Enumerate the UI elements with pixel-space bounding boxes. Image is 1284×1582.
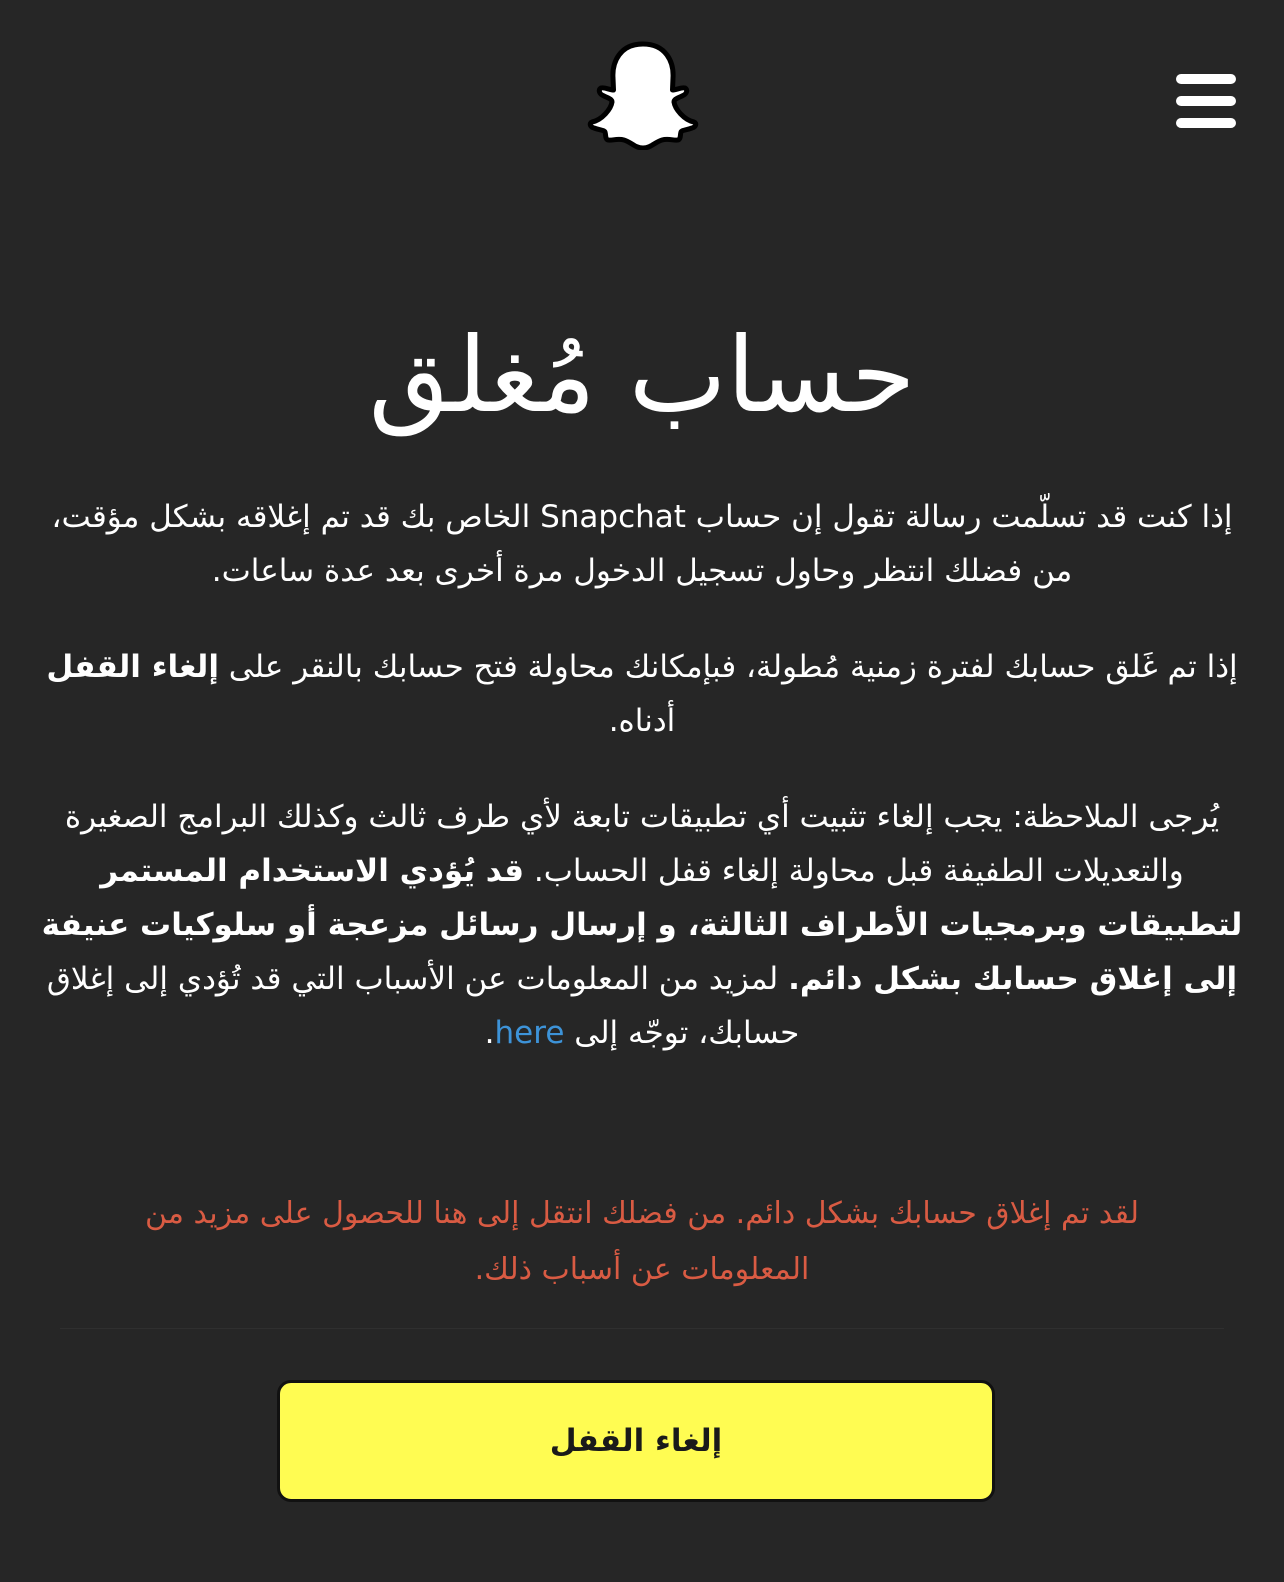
unlock-emphasis: إلغاء القفل: [46, 649, 219, 685]
paragraph-unlock-instructions: [40, 640, 1244, 748]
permanent-lock-notice: لقد تم إغلاق حسابك بشكل دائم. من فضلك انتقل إلى هنا للحصول على مزيد من المعلومات عن أسباب ذلك.: [145, 1196, 1139, 1287]
paragraph-temporary-lock: إذا كنت قد تسلّمت رسالة تقول إن حساب Snapchat الخاص بك قد تم إغلاقه بشكل مؤقت، من فضلك انتظر وحاول تسجيل الدخول مرة أخرى بعد عدة ساعات.: [51, 499, 1233, 589]
hamburger-menu-icon: [1176, 74, 1236, 84]
here-link[interactable]: here: [494, 1015, 565, 1051]
page-title: حساب مُغلق: [368, 314, 916, 436]
paragraph-text: يُرجى الملاحظة: يجب إلغاء تثبيت أي تطبيقات تابعة لأي طرف ثالث وكذلك البرامج الصغيرة والتعديلات الطفيفة قبل محاولة إلغاء قفل الحساب.: [64, 799, 1220, 889]
header: [0, 0, 1284, 160]
divider: [60, 1328, 1224, 1329]
hamburger-menu-icon: [1176, 118, 1236, 128]
main-content: [40, 300, 1244, 1102]
hamburger-menu-button[interactable]: [1176, 72, 1240, 130]
hamburger-menu-icon: [1176, 96, 1236, 106]
paragraph-text: أدناه.: [608, 703, 676, 739]
warning-emphasis: قد يُؤدي الاستخدام المستمر لتطبيقات وبرمجيات الأطراف الثالثة، و إرسال رسائل مزعجة أو سلوكيات عنيفة إلى إغلاق حسابك بشكل دائم.: [41, 853, 1243, 997]
paragraph-note: [40, 790, 1244, 1060]
paragraph-end: .: [484, 1015, 495, 1051]
paragraph-text: لمزيد من المعلومات عن الأسباب التي قد تُؤدي إلى إغلاق حسابك، توجّه إلى: [46, 961, 800, 1051]
unlock-button[interactable]: إلغاء القفل: [277, 1380, 995, 1502]
snapchat-ghost-icon[interactable]: [587, 38, 699, 150]
paragraph-text: إذا تم غَلق حسابك لفترة زمنية مُطولة، فبإمكانك محاولة فتح حسابك بالنقر على: [218, 649, 1238, 685]
